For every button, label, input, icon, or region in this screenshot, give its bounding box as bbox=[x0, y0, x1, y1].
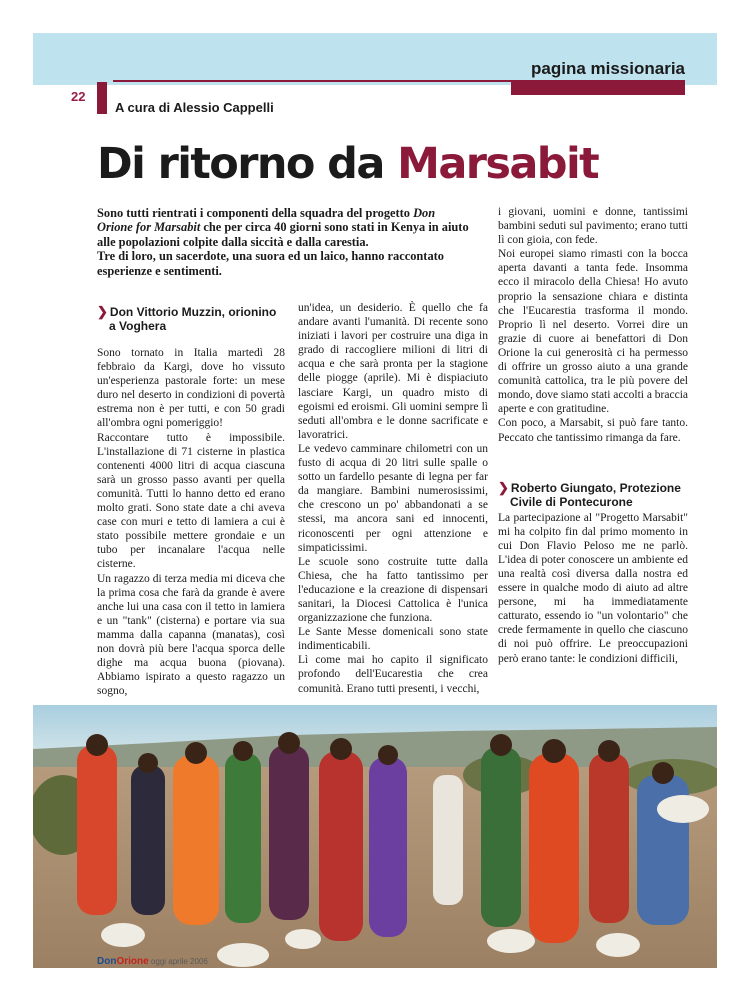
col2-paragraph: Le Sante Messe domenicali sono state indimenticabili. bbox=[298, 626, 488, 653]
col2-paragraph: Le vedevo camminare chilometri con un fusto di acqua di 20 litri sulle spalle o sotto un fardello pesante di legna per far da mangiare. Bambini numerosissimi, che crescono un po' abbandonati a se stessi, ma ancora sani ed innocenti, riconoscenti per ogni attenzione e simpaticissimi. bbox=[298, 442, 488, 554]
magazine-page bbox=[33, 33, 717, 968]
intro-paragraph bbox=[97, 206, 471, 278]
intro-line-3: Tre di loro, un sacerdote, una suora ed un laico, hanno raccontato esperienze e sentimenti. bbox=[97, 249, 444, 278]
page-title bbox=[97, 139, 598, 189]
article-column-3 bbox=[498, 205, 688, 666]
intro-line-1: Sono tutti rientrati i componenti della squadra del progetto bbox=[97, 206, 410, 220]
footer-brand-don: Don bbox=[97, 956, 117, 967]
photo-illustration bbox=[33, 705, 717, 968]
byline-giungato-place: Civile di Pontecurone bbox=[510, 495, 633, 509]
curator-credit: A cura di Alessio Cappelli bbox=[115, 100, 274, 115]
col2-paragraph: Le scuole sono costruite tutte dalla Chiesa, che ha fatto tantissimo per l'educazione e la creazione di dispensari sanitari, la Diocesi Cattolica è l'unica organizzazione che funziona. bbox=[298, 555, 488, 625]
col3-paragraph: Con poco, a Marsabit, si può fare tanto. Peccato che tantissimo rimanga da fare. bbox=[498, 417, 688, 444]
col1-paragraph: Sono tornato in Italia martedì 28 febbraio da Kargi, dove ho vissuto un'esperienza pastorale forte: un mese duro nel deserto in condizioni di povertà estrema non è per tutti, e con 50 gradi all'ombra ogni pomeriggio! bbox=[97, 347, 285, 430]
intro-line-2: che per circa 40 giorni sono stati in Kenya in aiuto alle popolazioni colpite dalla siccità e dalla carestia. bbox=[97, 220, 469, 249]
col2-paragraph: Lì come mai ho capito il significato profondo dell'Eucarestia che crea comunità. Erano tutti presenti, i vecchi, bbox=[298, 654, 488, 695]
byline-giungato-name: Roberto Giungato, Protezione bbox=[510, 481, 681, 495]
page-footer bbox=[97, 956, 208, 967]
article-column-2 bbox=[298, 301, 488, 696]
footer-issue: oggi aprile 2006 bbox=[150, 957, 208, 966]
header-vertical-bar bbox=[97, 82, 107, 114]
col3-paragraph: Noi europei siamo rimasti con la bocca aperta davanti a tanta fede. Insomma ecco il miracolo della Chiesa! Ho avuto proprio la sensazione chiara e distinta che l'Eucarestia trasforma il mondo. Proprio lì nel deserto. Vorrei dire un grazie di cuore ai benefattori di Don Orione la cui generosità ci ha permesso di offrire un grosso aiuto a una grande comunità cattolica, tra le più povere del mondo, dove siamo stati accolti a braccia aperte e con gratitudine. bbox=[498, 248, 689, 416]
title-part-1: Di ritorno da bbox=[97, 139, 398, 189]
col3-paragraph: La partecipazione al "Progetto Marsabit" mi ha colpito fin dal primo momento in cui Don Flavio Peloso me ne parlò. L'idea di poter conoscere un ambiente ed una realtà così diversa dalla nostra ed essere in qualche modo di aiuto ad altre persone, mi ha immediatamente catturato, essendo io "un volontario" che crede fermamente in quello che ciascuno di noi può offrire. Le preoccupazioni però erano tante: le condizioni difficili, bbox=[498, 511, 688, 665]
col1-paragraph: Raccontare tutto è impossibile. L'installazione di 71 cisterne in plastica contenenti 4000 litri di acqua ciascuna sarà un grosso passo avanti per quella comunità. Tutti lo hanno detto ed erano molto grati. Sono state date a chi aveva case con muri e tetto di lamiera a cui è stato possibile mettere grondaie e un tubo per incanalare l'acqua nelle cisterne. bbox=[97, 431, 285, 571]
byline-muzzin-name: Don Vittorio Muzzin, orionino bbox=[109, 305, 277, 319]
byline-muzzin-place: a Voghera bbox=[109, 319, 167, 333]
col1-paragraph: Un ragazzo di terza media mi diceva che la prima cosa che farà da grande è avere anche lui una casa con il tetto in lamiera e un "tank" (cisterna) e portare via sua mamma dalla capanna (manatas), così non dovrà più bere l'acqua sporca delle dighe ma acqua buona (piovana). Abbiamo ispirato a questo ragazzo un sogno, bbox=[97, 572, 285, 698]
article-column-1 bbox=[97, 346, 285, 698]
intro-project-name: Don Orione for Marsabit bbox=[97, 206, 436, 235]
women-gathering-photo bbox=[33, 705, 717, 968]
col2-paragraph: un'idea, un desiderio. È quello che fa andare avanti l'umanità. Di recente sono iniziati i lavori per costruire una diga in grado di raccogliere milioni di litri di acqua e che sarà pronta per la stagione delle piogge (aprile). Mi è dispiaciuto lasciare Kargi, un quadro misto di egoismi ed eroismi. Gli uomini sempre lì seduti all'ombra e le donne sacrificate e lavoratrici. bbox=[298, 302, 488, 441]
byline-giungato bbox=[498, 481, 698, 509]
chevron-right-icon: ❯ bbox=[498, 480, 509, 495]
header-accent-bar bbox=[511, 82, 685, 95]
section-label: pagina missionaria bbox=[531, 59, 685, 78]
col3-paragraph: i giovani, uomini e donne, tantissimi bambini seduti sul pavimento; erano tutti lì con gioia, con fede. bbox=[498, 206, 688, 247]
chevron-right-icon: ❯ bbox=[97, 304, 108, 319]
page-number: 22 bbox=[71, 89, 86, 104]
title-part-2: Marsabit bbox=[397, 139, 599, 189]
byline-muzzin bbox=[97, 305, 292, 333]
footer-brand-orione: Orione bbox=[116, 956, 149, 967]
